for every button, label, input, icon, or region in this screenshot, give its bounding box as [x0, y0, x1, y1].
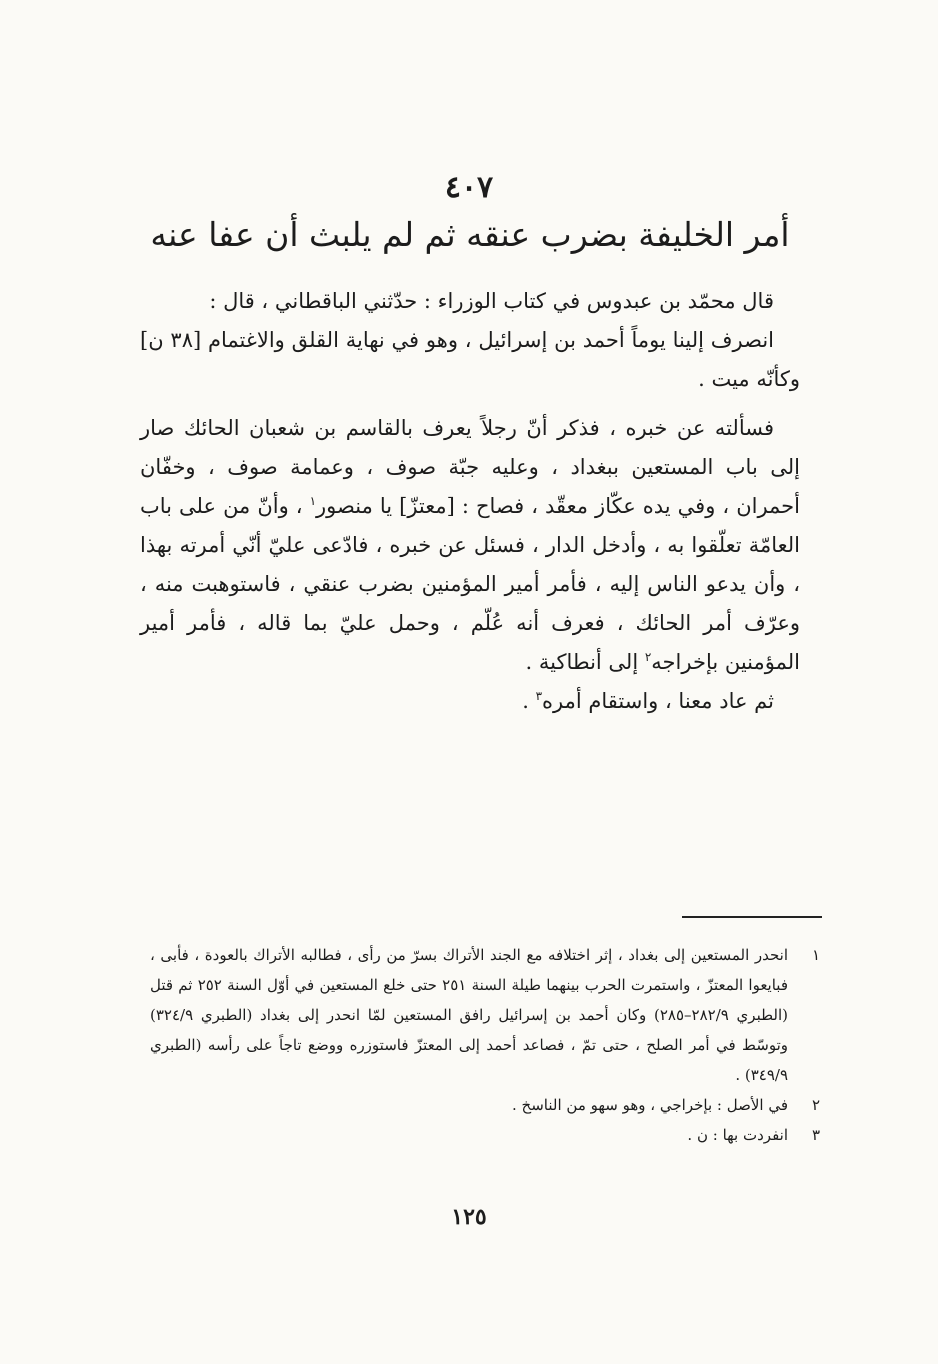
- footnote-text: في الأصل : بإخراجي ، وهو سهو من الناسخ .: [512, 1096, 788, 1114]
- footnote: [150, 1090, 820, 1120]
- footnote-number: ٣: [811, 1126, 820, 1144]
- paragraph-text: ، وأنّ من على باب العامّة تعلّقوا به ، وأدخل الدار ، فسئل عن خبره ، فادّعى عليّ أنّي أمرته بهذا ، وأن يدعو الناس إليه ، فأمر أمير المؤمنين بضرب عنقي ، فاستوهبت منه ، وعرّف أمر الحائك ، فعرف أنه عُلّم ، وحمل عليّ بما قاله ، فأمر أمير المؤمنين بإخراجه: [140, 494, 800, 674]
- footnote-ref: ٢: [644, 650, 652, 664]
- footnotes: [150, 940, 820, 1150]
- paragraph-text: إلى أنطاكية .: [525, 650, 645, 674]
- paragraph: قال محمّد بن عبدوس في كتاب الوزراء : حدّثني الباقطاني ، قال :: [209, 289, 774, 313]
- footnote-ref: ١: [309, 494, 317, 508]
- paragraph-text: فسألته عن خبره ، فذكر أنّ رجلاً يعرف بالقاسم بن شعبان الحائك صار إلى باب المستعين ببغداد ، وعليه جبّة صوف ، وعمامة صوف ، وخفّان أحمران ، وفي يده عكّاز معقّد ، فصاح : [معتزّ] يا منصور: [140, 416, 800, 518]
- paragraph: انصرف إلينا يوماً أحمد بن إسرائيل ، وهو في نهاية القلق والاغتمام [٣٨ ن] وكأنّه ميت .: [140, 328, 800, 391]
- section-number: ٤٠٧: [444, 170, 494, 205]
- page-number: ١٢٥: [451, 1204, 487, 1230]
- paragraph: [140, 409, 800, 682]
- footnote-text: انحدر المستعين إلى بغداد ، إثر اختلافه مع الجند الأتراك بسرّ من رأى ، فطالبه الأتراك بالعودة ، فأبى ، فبايعوا المعتزّ ، واستمرت الحرب بينهما طيلة السنة ٢٥١ حتى خلع المستعين في أوّل السنة ٢٥٢ ثم قتل (الطبري ٢٨٢/٩–٢٨٥) وكان أحمد بن إسرائيل رافق المستعين لمّا انحدر إلى بغداد (الطبري ٣٢٤/٩) وتوسّط في أمر الصلح ، حتى تمّ ، فصاعد أحمد إلى المعتزّ فاستوزره ووضع تاجاً على رأسه (الطبري ٣٤٩/٩) .: [150, 946, 789, 1084]
- section-title: أمر الخليفة بضرب عنقه ثم لم يلبث أن عفا عنه: [150, 215, 790, 254]
- paragraph: [140, 682, 800, 721]
- body-text: [140, 282, 800, 721]
- footnote: [150, 940, 820, 1090]
- footnote-text: انفردت بها : ن .: [687, 1126, 788, 1144]
- footnote-number: ١: [811, 946, 820, 964]
- footnote-divider: [682, 916, 822, 918]
- footnote-ref: ٣: [535, 689, 543, 703]
- paragraph-text: .: [522, 689, 536, 713]
- footnote-number: ٢: [811, 1096, 820, 1114]
- footnote: [150, 1120, 820, 1150]
- paragraph-text: ثم عاد معنا ، واستقام أمره: [542, 689, 774, 713]
